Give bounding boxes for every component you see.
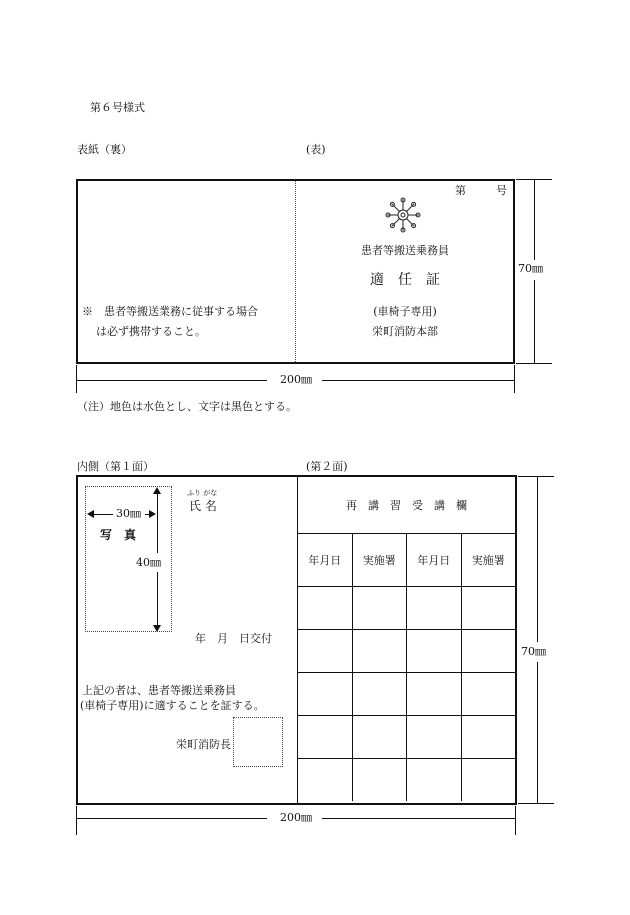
record-cell[interactable] [407, 758, 462, 801]
inside-width-dimension: 200㎜ [280, 811, 312, 824]
cover-front-label: (表) [306, 143, 326, 156]
cover-title: 適 任 証 [370, 272, 440, 288]
record-cell[interactable] [461, 586, 515, 629]
record-cell[interactable] [407, 629, 462, 672]
record-cell[interactable] [352, 629, 407, 672]
cover-width-ext-right [514, 365, 515, 393]
record-cell[interactable] [298, 672, 352, 715]
cover-back-label: 表紙（裏） [77, 143, 132, 156]
card-number-prefix: 第 [455, 184, 466, 197]
inside-height-dimension: 70㎜ [521, 645, 546, 658]
cover-height-ext-bottom [516, 363, 552, 364]
record-cell[interactable] [461, 672, 515, 715]
inside-height-line-top [537, 477, 538, 642]
inside-width-ext-left [76, 806, 77, 835]
inside-height-line-bottom [537, 662, 538, 803]
notice-line-2: は必ず携帯すること。 [96, 325, 206, 338]
record-cell[interactable] [461, 715, 515, 758]
form-number: 第６号様式 [90, 101, 145, 114]
record-row [298, 672, 515, 715]
record-cell[interactable] [407, 672, 462, 715]
record-cell[interactable] [298, 715, 352, 758]
cover-fold-line [295, 181, 296, 362]
photo-width-arrow-right-icon [149, 510, 156, 518]
cover-width-dimension: 200㎜ [280, 373, 312, 386]
fire-department-emblem-icon [385, 197, 421, 233]
record-cell[interactable] [407, 586, 462, 629]
record-cell[interactable] [407, 715, 462, 758]
photo-height-line-top [157, 493, 158, 553]
notice-line-1: ※ 患者等搬送業務に従事する場合 [82, 305, 258, 318]
record-row [298, 758, 515, 801]
cover-width-line-right [322, 380, 514, 381]
inside-width-line-right [322, 818, 515, 819]
photo-height-arrow-down-icon [153, 625, 161, 632]
card-number-suffix: 号 [496, 184, 507, 197]
col-header-date-1: 年月日 [298, 533, 352, 586]
record-cell[interactable] [352, 758, 407, 801]
col-header-date-2: 年月日 [407, 533, 462, 586]
record-cell[interactable] [352, 586, 407, 629]
cover-height-line-top [534, 180, 535, 260]
name-ruby: ふり がな [187, 489, 218, 497]
record-cell[interactable] [461, 758, 515, 801]
photo-label: 写 真 [100, 528, 137, 542]
reattendance-record-table [298, 477, 515, 801]
inside-page2-label: (第２面) [306, 460, 348, 473]
name-label: 氏 名 [189, 499, 217, 513]
issue-date: 年 月 日交付 [195, 632, 272, 645]
photo-width-line-left [93, 514, 113, 515]
photo-height-dimension: 40㎜ [136, 556, 161, 569]
inside-page1-label: 内側（第１面） [77, 460, 154, 473]
cover-height-dimension: 70㎜ [518, 262, 543, 275]
official-seal-box [233, 717, 283, 767]
cover-issuer: 栄町消防本部 [372, 325, 438, 338]
photo-width-dimension: 30㎜ [116, 507, 141, 520]
certification-line-1: 上記の者は、患者等搬送乗務員 [82, 684, 236, 697]
record-title: 再 講 習 受 講 欄 [298, 477, 515, 533]
cover-width-line-left [77, 380, 267, 381]
record-cell[interactable] [298, 629, 352, 672]
fire-chief: 栄町消防長 [176, 738, 231, 751]
record-row [298, 586, 515, 629]
cover-height-line-bottom [534, 280, 535, 363]
inside-width-ext-right [515, 806, 516, 835]
cover-subtitle: (車椅子専用) [373, 305, 437, 318]
record-row [298, 715, 515, 758]
certification-line-2: (車椅子専用)に適することを証する。 [80, 699, 265, 712]
record-cell[interactable] [352, 715, 407, 758]
color-note: （注）地色は水色とし、文字は黒色とする。 [77, 400, 297, 413]
inside-height-ext-bottom [518, 803, 554, 804]
record-cell[interactable] [461, 629, 515, 672]
inside-height-ext-top [518, 476, 554, 477]
col-header-office-2: 実施署 [461, 533, 515, 586]
inside-width-line-left [77, 818, 267, 819]
record-cell[interactable] [352, 672, 407, 715]
photo-height-line-bottom [157, 572, 158, 625]
record-row [298, 629, 515, 672]
cover-width-ext-left [76, 365, 77, 393]
record-cell[interactable] [298, 758, 352, 801]
record-cell[interactable] [298, 586, 352, 629]
col-header-office-1: 実施署 [352, 533, 407, 586]
cover-role: 患者等搬送乗務員 [361, 244, 449, 257]
